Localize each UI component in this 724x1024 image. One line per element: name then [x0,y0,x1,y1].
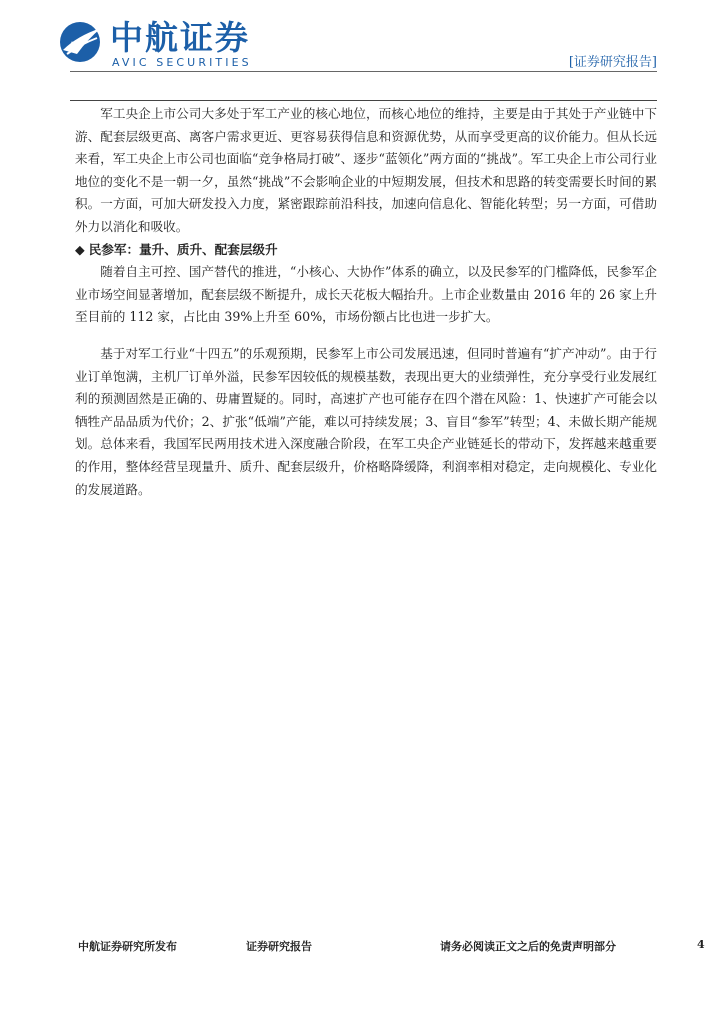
footer-disclaimer: 请务必阅读正文之后的免责声明部分 [440,940,616,953]
report-type-label: [证券研究报告] [568,55,657,70]
page-header [0,0,724,102]
diamond-bullet-icon: ◆ [75,241,85,257]
logo-badge-text: AVIC [70,41,84,48]
brand-name-cn: 中航证券 [110,18,250,57]
paragraph-private-military-growth: 随着自主可控、国产替代的推进，“小核心、大协作”体系的确立，以及民参军的门槛降低，民参军企业市场空间显著增加，配套层级不断提升，成长天花板大幅抬升。上市企业数量由 2016 年的 26 家上升至目前的 112 家，占比由 39%上升至 60%，市场份额占比也进一步扩大。 [75,264,657,325]
page-number: 4 [697,938,705,951]
report-body [75,103,657,501]
paragraph-central-soe: 军工央企上市公司大多处于军工产业的核心地位，而核心地位的维持，主要是由于其处于产业链中下游、配套层级更高、离客户需求更近、更容易获得信息和资源优势，从而享受更高的议价能力。但从长远来看，军工央企上市公司也面临“竞争格局打破”、逐步“蓝领化”两方面的“挑战”。军工央企上市公司行业地位的变化不是一朝一夕，虽然“挑战”不会影响企业的中短期发展，但技术和思路的转变需要长时间的累积。一方面，可加大研发投入力度，紧密跟踪前沿科技，加速向信息化、智能化转型；另一方面，可借助外力以消化和吸收。 [75,106,657,234]
section-heading [75,239,657,262]
page-footer [0,938,724,958]
content-top-divider [70,100,657,101]
header-divider [70,71,657,72]
footer-doc-type: 证券研究报告 [246,940,312,953]
paragraph-expansion-risks: 基于对军工行业“十四五”的乐观预期，民参军上市公司发展迅速，但同时普遍有“扩产冲动”。由于行业订单饱满，主机厂订单外溢，民参军因较低的规模基数，表现出更大的业绩弹性，充分享受行业发展红利的预测固然是正确的、毋庸置疑的。同时，高速扩产也可能存在四个潜在风险：1、快速扩产可能会以牺牲产品品质为代价；2、扩张“低端”产能，难以可持续发展；3、盲目“参军”转型；4、未做长期产能规划。总体来看，我国军民两用技术进入深度融合阶段，在军工央企产业链延长的带动下，发挥越来越重要的作用，整体经营呈现量升、质升、配套层级升，价格略降缓降，利润率相对稳定，走向规模化、专业化的发展道路。 [75,345,657,497]
brand-name-en: AVIC SECURITIES [112,56,252,69]
section-heading-text: 民参军：量升、质升、配套层级升 [88,241,278,257]
footer-publisher: 中航证券研究所发布 [78,940,177,953]
avic-wing-logo-icon [57,18,103,66]
